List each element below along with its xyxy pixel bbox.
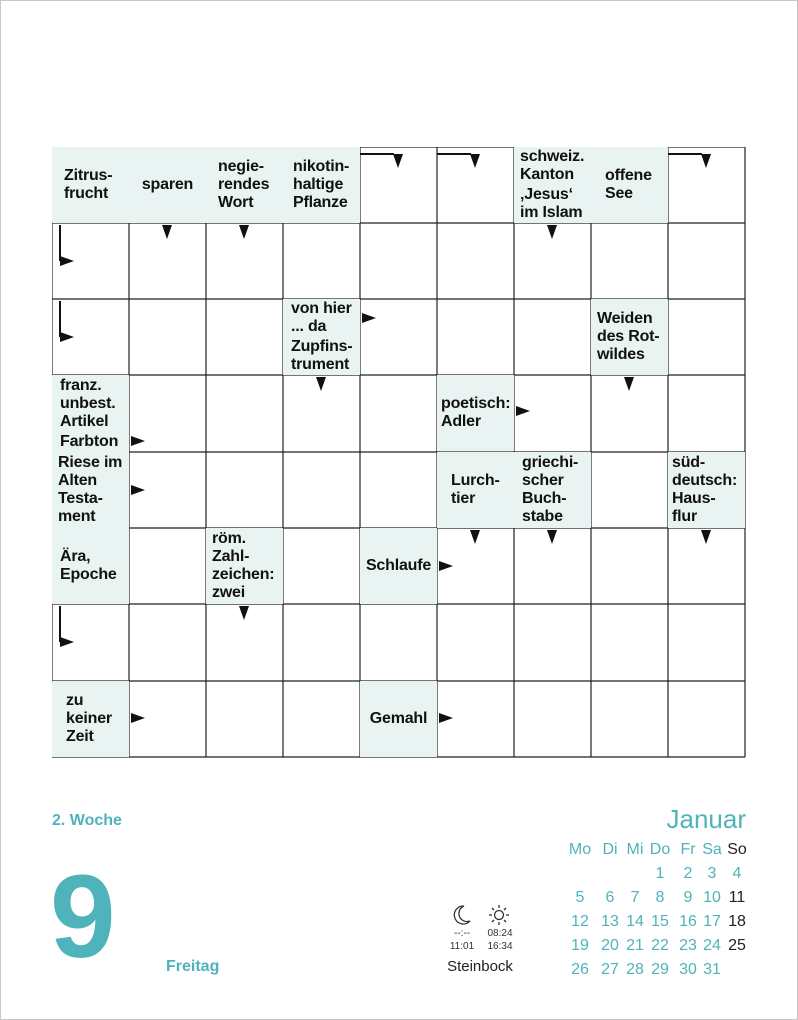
clue-riese-im-at: Riese im Alten Testa- ment xyxy=(52,452,129,528)
calendar-day: 24 xyxy=(703,937,721,954)
clue-gemahl: Gemahl xyxy=(360,681,437,757)
arrow-right xyxy=(60,637,74,647)
moon-icon xyxy=(452,904,472,926)
arrow-down xyxy=(547,225,557,239)
arrow-right xyxy=(362,313,376,323)
sunrise-time: 08:24 xyxy=(487,928,513,939)
clue-franz-unbest-artikel: franz. unbest. Artikel xyxy=(52,375,129,432)
calendar-day: 13 xyxy=(601,913,619,930)
clue-farbton: Farbton xyxy=(52,432,129,452)
calendar-day: 17 xyxy=(703,913,721,930)
clue-zupfinstrument: Zupfins- trument xyxy=(283,337,360,375)
calendar-day: 5 xyxy=(575,889,585,906)
calendar-weekday: Do xyxy=(649,841,671,858)
clue-griechischer-buchstabe: griechi- scher Buch- stabe xyxy=(514,452,591,528)
calendar-day: 23 xyxy=(679,937,697,954)
clue-schlaufe: Schlaufe xyxy=(360,528,437,604)
calendar-day: 14 xyxy=(626,913,644,930)
arrow-down xyxy=(624,377,634,391)
calendar-day: 4 xyxy=(732,865,742,882)
calendar-day: 21 xyxy=(626,937,644,954)
crossword-grid xyxy=(52,147,745,757)
sunset-time: 16:34 xyxy=(487,941,513,952)
clue-roem-zahlzeichen: röm. Zahl- zeichen: zwei xyxy=(206,528,283,604)
arrow-down xyxy=(701,530,711,544)
clue-zitrusfrucht: Zitrus- frucht xyxy=(52,147,129,223)
arrow-down xyxy=(470,154,480,168)
calendar-day: 26 xyxy=(571,961,589,978)
calendar-day: 31 xyxy=(703,961,721,978)
arrow-right xyxy=(516,406,530,416)
moonrise-time: --:-- xyxy=(453,928,471,939)
calendar-day: 9 xyxy=(683,889,693,906)
clue-zu-keiner-zeit: zu keiner Zeit xyxy=(52,681,129,757)
arrow-stem xyxy=(59,225,61,261)
clue-lurchtier: Lurch- tier xyxy=(437,452,514,528)
calendar-day: 3 xyxy=(707,865,717,882)
calendar-day: 27 xyxy=(601,961,619,978)
clue-negierendes-wort: negie- rendes Wort xyxy=(206,147,283,223)
calendar-day: 22 xyxy=(651,937,669,954)
arrow-down xyxy=(547,530,557,544)
arrow-stem xyxy=(437,153,471,155)
calendar-day: 8 xyxy=(655,889,665,906)
clue-offene-see: offene See xyxy=(591,147,668,223)
clue-von-hier-da: von hier ... da xyxy=(283,299,360,337)
arrow-right xyxy=(60,256,74,266)
arrow-stem xyxy=(59,301,61,337)
calendar-day: 11 xyxy=(728,889,746,906)
month-title: Januar xyxy=(666,804,746,834)
arrow-stem xyxy=(668,153,702,155)
calendar-day: 28 xyxy=(626,961,644,978)
clue-weiden-des-rotwildes: Weiden des Rot- wildes xyxy=(591,299,668,375)
calendar-day: 7 xyxy=(630,889,640,906)
calendar-day: 15 xyxy=(651,913,669,930)
arrow-right xyxy=(131,436,145,446)
calendar-day: 2 xyxy=(683,865,693,882)
arrow-down xyxy=(162,225,172,239)
calendar-day: 6 xyxy=(605,889,615,906)
arrow-right xyxy=(439,561,453,571)
arrow-down xyxy=(316,377,326,391)
calendar-weekday: Di xyxy=(602,841,618,858)
calendar-day: 25 xyxy=(728,937,746,954)
day-number: 9 xyxy=(50,851,116,983)
grid-lines xyxy=(52,147,746,758)
clue-poetisch-adler: poetisch: Adler xyxy=(437,375,514,451)
calendar-day: 1 xyxy=(655,865,665,882)
calendar-weekday: Mo xyxy=(568,841,592,858)
calendar-day: 10 xyxy=(703,889,721,906)
arrow-right xyxy=(439,713,453,723)
arrow-down xyxy=(393,154,403,168)
calendar-weekday: Sa xyxy=(702,841,722,858)
clue-jesus-im-islam: ‚Jesus‘ im Islam xyxy=(514,185,591,223)
calendar-day: 18 xyxy=(728,913,746,930)
arrow-right xyxy=(60,332,74,342)
arrow-stem xyxy=(360,153,394,155)
arrow-down xyxy=(239,225,249,239)
clue-schweiz-kanton: schweiz. Kanton xyxy=(514,147,591,185)
clue-aera-epoche: Ära, Epoche xyxy=(52,528,129,604)
arrow-stem xyxy=(59,606,61,642)
clue-sueddeutsch-hausflur: süd- deutsch: Haus- flur xyxy=(668,452,745,528)
clue-nikotinhaltige-pflanze: nikotin- haltige Pflanze xyxy=(283,147,360,223)
clue-sparen: sparen xyxy=(129,147,206,223)
calendar-day: 30 xyxy=(679,961,697,978)
calendar-day: 12 xyxy=(571,913,589,930)
arrow-right xyxy=(131,485,145,495)
arrow-down xyxy=(239,606,249,620)
sun-icon xyxy=(488,904,510,926)
arrow-right xyxy=(131,713,145,723)
moonset-time: 11:01 xyxy=(449,941,475,952)
calendar-weekday: So xyxy=(727,841,747,858)
calendar-day: 20 xyxy=(601,937,619,954)
week-label: 2. Woche xyxy=(52,812,122,829)
arrow-down xyxy=(701,154,711,168)
calendar-weekday: Mi xyxy=(626,841,644,858)
arrow-down xyxy=(470,530,480,544)
calendar-day: 19 xyxy=(571,937,589,954)
calendar-day: 29 xyxy=(651,961,669,978)
calendar-day: 16 xyxy=(679,913,697,930)
zodiac-sign: Steinbock xyxy=(447,958,513,975)
weekday-label: Freitag xyxy=(166,958,220,975)
calendar-weekday: Fr xyxy=(680,841,696,858)
